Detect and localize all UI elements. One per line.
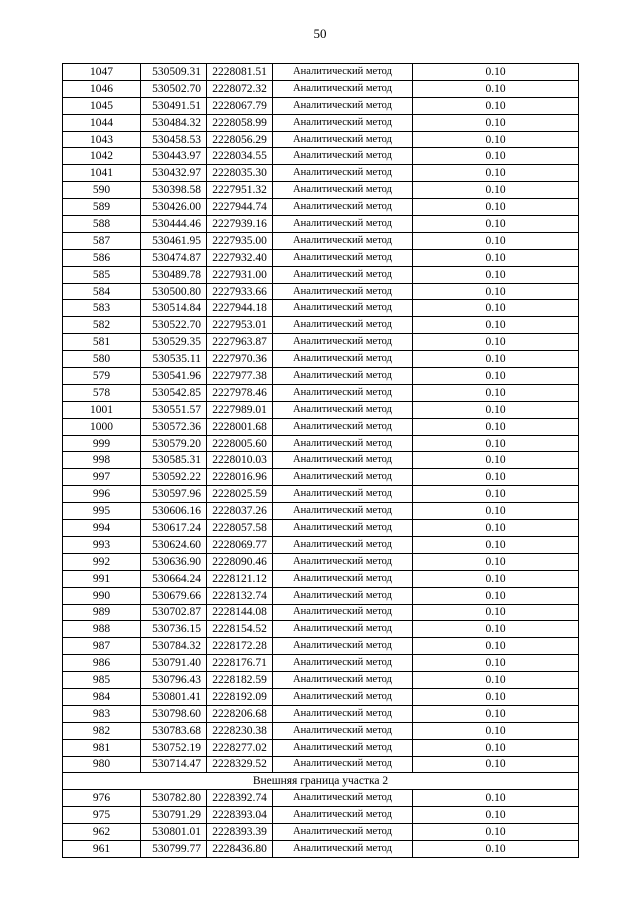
accuracy-cell: 0.10 xyxy=(413,688,579,705)
point-number-cell: 1000 xyxy=(63,418,141,435)
method-cell: Аналитический метод xyxy=(273,790,413,807)
table-row xyxy=(63,807,579,824)
y-coordinate-cell: 2228132.74 xyxy=(207,587,273,604)
point-number-cell: 980 xyxy=(63,756,141,773)
point-number-cell: 988 xyxy=(63,621,141,638)
point-number-cell: 992 xyxy=(63,553,141,570)
method-cell: Аналитический метод xyxy=(273,840,413,857)
point-number-cell: 982 xyxy=(63,722,141,739)
point-number-cell: 961 xyxy=(63,840,141,857)
accuracy-cell: 0.10 xyxy=(413,435,579,452)
method-cell: Аналитический метод xyxy=(273,334,413,351)
method-cell: Аналитический метод xyxy=(273,520,413,537)
accuracy-cell: 0.10 xyxy=(413,131,579,148)
accuracy-cell: 0.10 xyxy=(413,351,579,368)
table-row xyxy=(63,587,579,604)
y-coordinate-cell: 2228072.32 xyxy=(207,80,273,97)
table-row xyxy=(63,418,579,435)
y-coordinate-cell: 2227989.01 xyxy=(207,401,273,418)
accuracy-cell: 0.10 xyxy=(413,114,579,131)
point-number-cell: 580 xyxy=(63,351,141,368)
table-row xyxy=(63,570,579,587)
x-coordinate-cell: 530585.31 xyxy=(141,452,207,469)
y-coordinate-cell: 2228192.09 xyxy=(207,688,273,705)
x-coordinate-cell: 530714.47 xyxy=(141,756,207,773)
point-number-cell: 996 xyxy=(63,486,141,503)
point-number-cell: 991 xyxy=(63,570,141,587)
point-number-cell: 589 xyxy=(63,199,141,216)
accuracy-cell: 0.10 xyxy=(413,148,579,165)
x-coordinate-cell: 530458.53 xyxy=(141,131,207,148)
accuracy-cell: 0.10 xyxy=(413,317,579,334)
method-cell: Аналитический метод xyxy=(273,452,413,469)
x-coordinate-cell: 530617.24 xyxy=(141,520,207,537)
x-coordinate-cell: 530799.77 xyxy=(141,840,207,857)
table-row xyxy=(63,638,579,655)
x-coordinate-cell: 530522.70 xyxy=(141,317,207,334)
method-cell: Аналитический метод xyxy=(273,553,413,570)
x-coordinate-cell: 530535.11 xyxy=(141,351,207,368)
y-coordinate-cell: 2228393.04 xyxy=(207,807,273,824)
point-number-cell: 585 xyxy=(63,266,141,283)
accuracy-cell: 0.10 xyxy=(413,604,579,621)
table-row xyxy=(63,266,579,283)
point-number-cell: 994 xyxy=(63,520,141,537)
table-row xyxy=(63,64,579,81)
x-coordinate-cell: 530500.80 xyxy=(141,283,207,300)
accuracy-cell: 0.10 xyxy=(413,486,579,503)
x-coordinate-cell: 530592.22 xyxy=(141,469,207,486)
method-cell: Аналитический метод xyxy=(273,672,413,689)
x-coordinate-cell: 530679.66 xyxy=(141,587,207,604)
y-coordinate-cell: 2228067.79 xyxy=(207,97,273,114)
point-number-cell: 578 xyxy=(63,384,141,401)
accuracy-cell: 0.10 xyxy=(413,621,579,638)
y-coordinate-cell: 2228172.28 xyxy=(207,638,273,655)
method-cell: Аналитический метод xyxy=(273,131,413,148)
y-coordinate-cell: 2228016.96 xyxy=(207,469,273,486)
y-coordinate-cell: 2227944.74 xyxy=(207,199,273,216)
point-number-cell: 581 xyxy=(63,334,141,351)
y-coordinate-cell: 2227951.32 xyxy=(207,182,273,199)
method-cell: Аналитический метод xyxy=(273,807,413,824)
y-coordinate-cell: 2227978.46 xyxy=(207,384,273,401)
y-coordinate-cell: 2227932.40 xyxy=(207,249,273,266)
table-row xyxy=(63,536,579,553)
accuracy-cell: 0.10 xyxy=(413,283,579,300)
table-row xyxy=(63,182,579,199)
method-cell: Аналитический метод xyxy=(273,266,413,283)
method-cell: Аналитический метод xyxy=(273,655,413,672)
method-cell: Аналитический метод xyxy=(273,638,413,655)
accuracy-cell: 0.10 xyxy=(413,165,579,182)
method-cell: Аналитический метод xyxy=(273,165,413,182)
point-number-cell: 1044 xyxy=(63,114,141,131)
x-coordinate-cell: 530624.60 xyxy=(141,536,207,553)
method-cell: Аналитический метод xyxy=(273,503,413,520)
accuracy-cell: 0.10 xyxy=(413,469,579,486)
accuracy-cell: 0.10 xyxy=(413,638,579,655)
table-row xyxy=(63,486,579,503)
y-coordinate-cell: 2227933.66 xyxy=(207,283,273,300)
y-coordinate-cell: 2228182.59 xyxy=(207,672,273,689)
method-cell: Аналитический метод xyxy=(273,148,413,165)
accuracy-cell: 0.10 xyxy=(413,824,579,841)
coordinates-table xyxy=(62,63,579,858)
method-cell: Аналитический метод xyxy=(273,604,413,621)
table-row xyxy=(63,688,579,705)
x-coordinate-cell: 530783.68 xyxy=(141,722,207,739)
point-number-cell: 993 xyxy=(63,536,141,553)
point-number-cell: 986 xyxy=(63,655,141,672)
accuracy-cell: 0.10 xyxy=(413,384,579,401)
x-coordinate-cell: 530664.24 xyxy=(141,570,207,587)
method-cell: Аналитический метод xyxy=(273,300,413,317)
table-row xyxy=(63,503,579,520)
x-coordinate-cell: 530801.41 xyxy=(141,688,207,705)
table-row xyxy=(63,131,579,148)
section-heading: Внешняя граница участка 2 xyxy=(63,773,579,790)
y-coordinate-cell: 2227931.00 xyxy=(207,266,273,283)
accuracy-cell: 0.10 xyxy=(413,249,579,266)
y-coordinate-cell: 2228025.59 xyxy=(207,486,273,503)
y-coordinate-cell: 2228057.58 xyxy=(207,520,273,537)
y-coordinate-cell: 2228081.51 xyxy=(207,64,273,81)
method-cell: Аналитический метод xyxy=(273,384,413,401)
y-coordinate-cell: 2227944.18 xyxy=(207,300,273,317)
x-coordinate-cell: 530801.01 xyxy=(141,824,207,841)
table-row xyxy=(63,553,579,570)
point-number-cell: 1046 xyxy=(63,80,141,97)
table-row xyxy=(63,469,579,486)
table-row xyxy=(63,705,579,722)
y-coordinate-cell: 2227977.38 xyxy=(207,368,273,385)
x-coordinate-cell: 530509.31 xyxy=(141,64,207,81)
y-coordinate-cell: 2228176.71 xyxy=(207,655,273,672)
point-number-cell: 975 xyxy=(63,807,141,824)
x-coordinate-cell: 530491.51 xyxy=(141,97,207,114)
table-row xyxy=(63,216,579,233)
y-coordinate-cell: 2228144.08 xyxy=(207,604,273,621)
table-row xyxy=(63,249,579,266)
point-number-cell: 1047 xyxy=(63,64,141,81)
table-row xyxy=(63,790,579,807)
point-number-cell: 588 xyxy=(63,216,141,233)
method-cell: Аналитический метод xyxy=(273,283,413,300)
y-coordinate-cell: 2227953.01 xyxy=(207,317,273,334)
x-coordinate-cell: 530443.97 xyxy=(141,148,207,165)
table-row xyxy=(63,384,579,401)
accuracy-cell: 0.10 xyxy=(413,840,579,857)
point-number-cell: 998 xyxy=(63,452,141,469)
x-coordinate-cell: 530579.20 xyxy=(141,435,207,452)
table-row xyxy=(63,148,579,165)
method-cell: Аналитический метод xyxy=(273,199,413,216)
x-coordinate-cell: 530782.80 xyxy=(141,790,207,807)
table-row xyxy=(63,114,579,131)
x-coordinate-cell: 530432.97 xyxy=(141,165,207,182)
accuracy-cell: 0.10 xyxy=(413,97,579,114)
y-coordinate-cell: 2227963.87 xyxy=(207,334,273,351)
accuracy-cell: 0.10 xyxy=(413,520,579,537)
table-row xyxy=(63,722,579,739)
accuracy-cell: 0.10 xyxy=(413,536,579,553)
point-number-cell: 1043 xyxy=(63,131,141,148)
x-coordinate-cell: 530606.16 xyxy=(141,503,207,520)
accuracy-cell: 0.10 xyxy=(413,64,579,81)
x-coordinate-cell: 530736.15 xyxy=(141,621,207,638)
point-number-cell: 997 xyxy=(63,469,141,486)
accuracy-cell: 0.10 xyxy=(413,368,579,385)
method-cell: Аналитический метод xyxy=(273,705,413,722)
accuracy-cell: 0.10 xyxy=(413,705,579,722)
point-number-cell: 983 xyxy=(63,705,141,722)
y-coordinate-cell: 2228230.38 xyxy=(207,722,273,739)
table-row xyxy=(63,756,579,773)
y-coordinate-cell: 2228154.52 xyxy=(207,621,273,638)
method-cell: Аналитический метод xyxy=(273,536,413,553)
point-number-cell: 1001 xyxy=(63,401,141,418)
x-coordinate-cell: 530444.46 xyxy=(141,216,207,233)
method-cell: Аналитический метод xyxy=(273,824,413,841)
accuracy-cell: 0.10 xyxy=(413,739,579,756)
accuracy-cell: 0.10 xyxy=(413,722,579,739)
point-number-cell: 582 xyxy=(63,317,141,334)
table-row xyxy=(63,672,579,689)
y-coordinate-cell: 2227935.00 xyxy=(207,232,273,249)
table-row xyxy=(63,232,579,249)
x-coordinate-cell: 530597.96 xyxy=(141,486,207,503)
method-cell: Аналитический метод xyxy=(273,486,413,503)
accuracy-cell: 0.10 xyxy=(413,655,579,672)
y-coordinate-cell: 2228058.99 xyxy=(207,114,273,131)
method-cell: Аналитический метод xyxy=(273,587,413,604)
table-row xyxy=(63,199,579,216)
x-coordinate-cell: 530502.70 xyxy=(141,80,207,97)
page-number: 50 xyxy=(313,26,327,41)
y-coordinate-cell: 2228069.77 xyxy=(207,536,273,553)
method-cell: Аналитический метод xyxy=(273,469,413,486)
table-row xyxy=(63,351,579,368)
y-coordinate-cell: 2228034.55 xyxy=(207,148,273,165)
point-number-cell: 1041 xyxy=(63,165,141,182)
y-coordinate-cell: 2228035.30 xyxy=(207,165,273,182)
method-cell: Аналитический метод xyxy=(273,739,413,756)
accuracy-cell: 0.10 xyxy=(413,232,579,249)
point-number-cell: 579 xyxy=(63,368,141,385)
method-cell: Аналитический метод xyxy=(273,249,413,266)
table-row xyxy=(63,80,579,97)
accuracy-cell: 0.10 xyxy=(413,672,579,689)
x-coordinate-cell: 530398.58 xyxy=(141,182,207,199)
accuracy-cell: 0.10 xyxy=(413,570,579,587)
coordinates-table-body xyxy=(63,64,579,858)
method-cell: Аналитический метод xyxy=(273,317,413,334)
table-row xyxy=(63,739,579,756)
x-coordinate-cell: 530798.60 xyxy=(141,705,207,722)
accuracy-cell: 0.10 xyxy=(413,300,579,317)
x-coordinate-cell: 530542.85 xyxy=(141,384,207,401)
method-cell: Аналитический метод xyxy=(273,351,413,368)
point-number-cell: 999 xyxy=(63,435,141,452)
point-number-cell: 590 xyxy=(63,182,141,199)
accuracy-cell: 0.10 xyxy=(413,790,579,807)
y-coordinate-cell: 2228436.80 xyxy=(207,840,273,857)
accuracy-cell: 0.10 xyxy=(413,401,579,418)
point-number-cell: 587 xyxy=(63,232,141,249)
method-cell: Аналитический метод xyxy=(273,418,413,435)
point-number-cell: 985 xyxy=(63,672,141,689)
accuracy-cell: 0.10 xyxy=(413,503,579,520)
point-number-cell: 989 xyxy=(63,604,141,621)
table-row xyxy=(63,317,579,334)
method-cell: Аналитический метод xyxy=(273,114,413,131)
method-cell: Аналитический метод xyxy=(273,756,413,773)
method-cell: Аналитический метод xyxy=(273,688,413,705)
x-coordinate-cell: 530572.36 xyxy=(141,418,207,435)
x-coordinate-cell: 530791.40 xyxy=(141,655,207,672)
method-cell: Аналитический метод xyxy=(273,182,413,199)
y-coordinate-cell: 2228005.60 xyxy=(207,435,273,452)
table-row xyxy=(63,824,579,841)
y-coordinate-cell: 2228121.12 xyxy=(207,570,273,587)
method-cell: Аналитический метод xyxy=(273,64,413,81)
y-coordinate-cell: 2228277.02 xyxy=(207,739,273,756)
table-row xyxy=(63,604,579,621)
table-row xyxy=(63,655,579,672)
x-coordinate-cell: 530791.29 xyxy=(141,807,207,824)
accuracy-cell: 0.10 xyxy=(413,452,579,469)
accuracy-cell: 0.10 xyxy=(413,182,579,199)
point-number-cell: 984 xyxy=(63,688,141,705)
table-row xyxy=(63,165,579,182)
method-cell: Аналитический метод xyxy=(273,232,413,249)
table-row xyxy=(63,452,579,469)
table-row xyxy=(63,334,579,351)
y-coordinate-cell: 2228056.29 xyxy=(207,131,273,148)
method-cell: Аналитический метод xyxy=(273,216,413,233)
method-cell: Аналитический метод xyxy=(273,621,413,638)
table-row xyxy=(63,97,579,114)
table-row xyxy=(63,520,579,537)
y-coordinate-cell: 2228329.52 xyxy=(207,756,273,773)
accuracy-cell: 0.10 xyxy=(413,199,579,216)
table-row xyxy=(63,621,579,638)
x-coordinate-cell: 530551.57 xyxy=(141,401,207,418)
method-cell: Аналитический метод xyxy=(273,722,413,739)
accuracy-cell: 0.10 xyxy=(413,216,579,233)
x-coordinate-cell: 530784.32 xyxy=(141,638,207,655)
accuracy-cell: 0.10 xyxy=(413,756,579,773)
point-number-cell: 584 xyxy=(63,283,141,300)
method-cell: Аналитический метод xyxy=(273,570,413,587)
point-number-cell: 1045 xyxy=(63,97,141,114)
x-coordinate-cell: 530529.35 xyxy=(141,334,207,351)
method-cell: Аналитический метод xyxy=(273,401,413,418)
x-coordinate-cell: 530636.90 xyxy=(141,553,207,570)
method-cell: Аналитический метод xyxy=(273,368,413,385)
y-coordinate-cell: 2227939.16 xyxy=(207,216,273,233)
accuracy-cell: 0.10 xyxy=(413,418,579,435)
x-coordinate-cell: 530489.78 xyxy=(141,266,207,283)
point-number-cell: 962 xyxy=(63,824,141,841)
point-number-cell: 583 xyxy=(63,300,141,317)
accuracy-cell: 0.10 xyxy=(413,80,579,97)
y-coordinate-cell: 2228393.39 xyxy=(207,824,273,841)
accuracy-cell: 0.10 xyxy=(413,334,579,351)
point-number-cell: 995 xyxy=(63,503,141,520)
y-coordinate-cell: 2228206.68 xyxy=(207,705,273,722)
table-row xyxy=(63,283,579,300)
x-coordinate-cell: 530796.43 xyxy=(141,672,207,689)
method-cell: Аналитический метод xyxy=(273,80,413,97)
table-row xyxy=(63,300,579,317)
section-heading-row xyxy=(63,773,579,790)
method-cell: Аналитический метод xyxy=(273,435,413,452)
y-coordinate-cell: 2228392.74 xyxy=(207,790,273,807)
table-row xyxy=(63,368,579,385)
y-coordinate-cell: 2228090.46 xyxy=(207,553,273,570)
method-cell: Аналитический метод xyxy=(273,97,413,114)
accuracy-cell: 0.10 xyxy=(413,553,579,570)
point-number-cell: 981 xyxy=(63,739,141,756)
x-coordinate-cell: 530752.19 xyxy=(141,739,207,756)
x-coordinate-cell: 530541.96 xyxy=(141,368,207,385)
y-coordinate-cell: 2228001.68 xyxy=(207,418,273,435)
point-number-cell: 586 xyxy=(63,249,141,266)
x-coordinate-cell: 530461.95 xyxy=(141,232,207,249)
point-number-cell: 976 xyxy=(63,790,141,807)
point-number-cell: 990 xyxy=(63,587,141,604)
table-row xyxy=(63,840,579,857)
x-coordinate-cell: 530702.87 xyxy=(141,604,207,621)
x-coordinate-cell: 530484.32 xyxy=(141,114,207,131)
table-row xyxy=(63,401,579,418)
point-number-cell: 987 xyxy=(63,638,141,655)
x-coordinate-cell: 530514.84 xyxy=(141,300,207,317)
y-coordinate-cell: 2228010.03 xyxy=(207,452,273,469)
point-number-cell: 1042 xyxy=(63,148,141,165)
accuracy-cell: 0.10 xyxy=(413,587,579,604)
x-coordinate-cell: 530426.00 xyxy=(141,199,207,216)
accuracy-cell: 0.10 xyxy=(413,266,579,283)
y-coordinate-cell: 2228037.26 xyxy=(207,503,273,520)
table-row xyxy=(63,435,579,452)
y-coordinate-cell: 2227970.36 xyxy=(207,351,273,368)
x-coordinate-cell: 530474.87 xyxy=(141,249,207,266)
accuracy-cell: 0.10 xyxy=(413,807,579,824)
